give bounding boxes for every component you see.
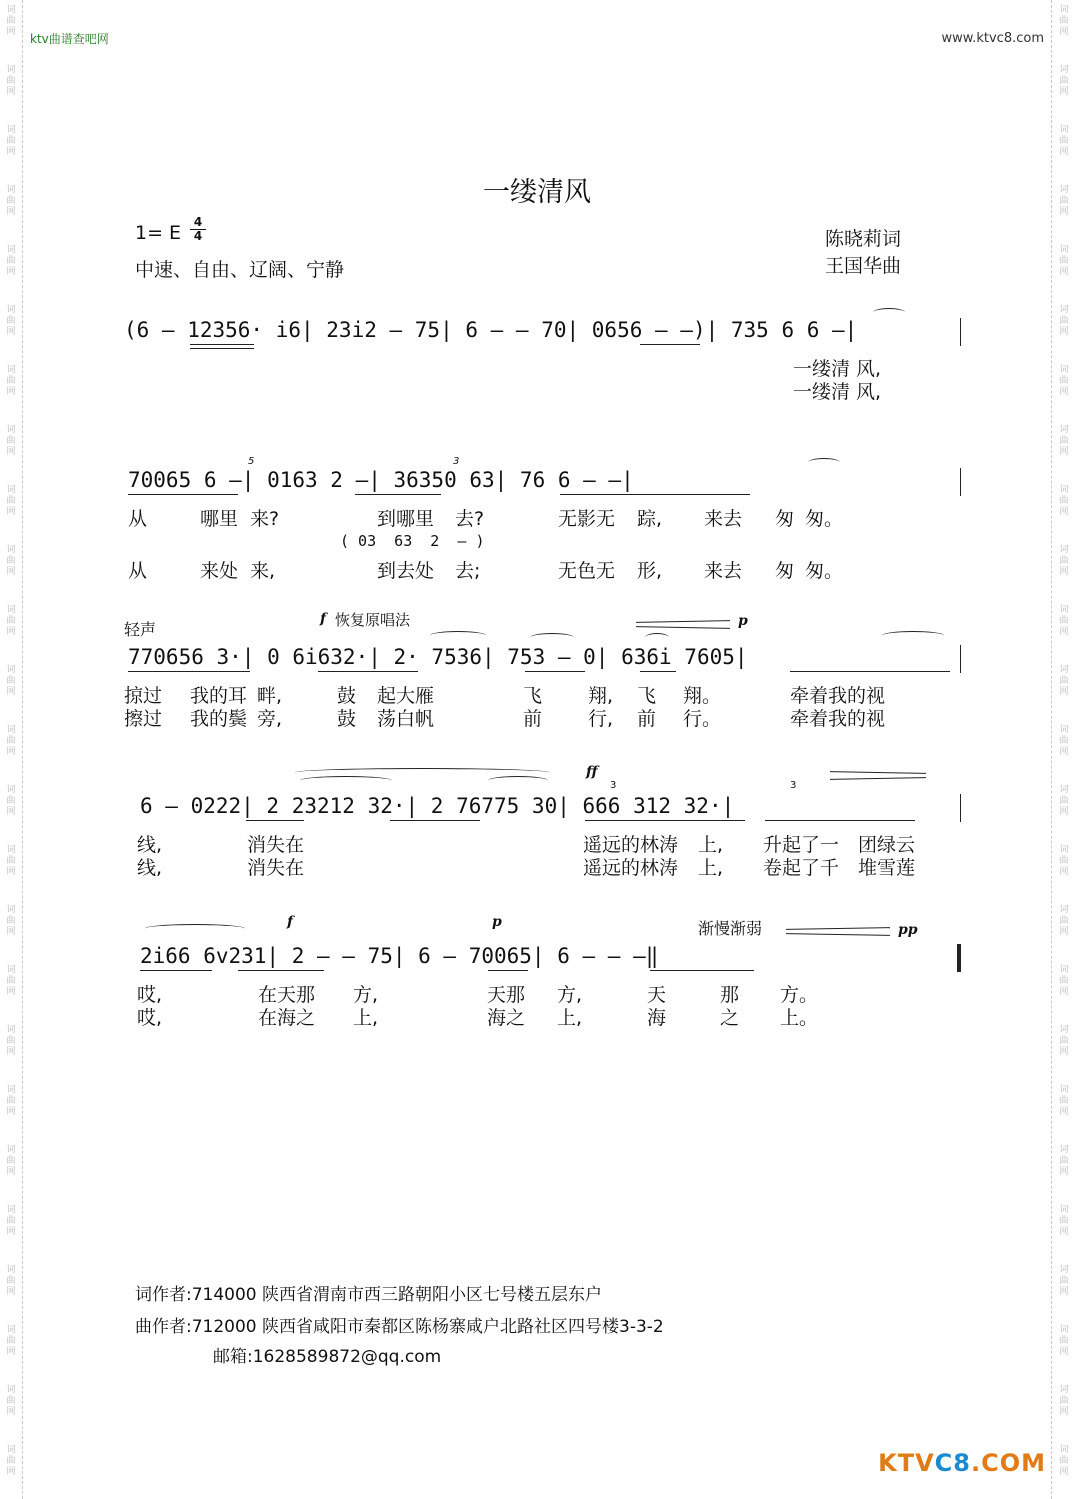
dynamic-forte: f	[287, 914, 294, 930]
barline	[960, 645, 961, 673]
decrescendo-hairpin	[636, 620, 730, 623]
side-watermark-text: 词 曲 网	[1059, 965, 1069, 997]
lyric-word: 飞	[637, 685, 657, 707]
lyric-word: 掠过	[124, 685, 163, 707]
lyric-word: 哎,	[137, 1007, 163, 1029]
beam-line	[140, 970, 212, 971]
side-watermark-text: 词 曲 网	[6, 1085, 16, 1117]
lyric-word: 来?	[250, 508, 280, 530]
lyric-word: 上,	[698, 857, 724, 879]
logo-text-part: .COM	[970, 1449, 1046, 1477]
lyric-word: 消失在	[247, 857, 305, 879]
lyric-word: 方。	[780, 984, 819, 1006]
barline	[960, 318, 961, 346]
beam-line	[560, 494, 750, 495]
grace-note: 3	[453, 456, 460, 467]
alternate-notation: ( 03 63 2 – )	[340, 532, 485, 550]
lyric-word: 前	[637, 708, 657, 730]
lyric-word: 从	[128, 560, 148, 582]
side-watermark-text: 词 曲 网	[6, 1025, 16, 1057]
final-barline	[957, 944, 961, 972]
lyric-word: 团绿云	[858, 834, 916, 856]
side-watermark-text: 词 曲 网	[1059, 845, 1069, 877]
lyric-word: 哎,	[137, 984, 163, 1006]
beam-line	[190, 348, 254, 349]
lyric-word: 到哪里	[377, 508, 435, 530]
lyric-word: 天那	[487, 984, 526, 1006]
lyric-word: 堆雪莲	[858, 857, 916, 879]
notation-line: 770656 3·| 0 6i632·| 2· 7536| 753 – 0| 636i 7605|	[128, 645, 748, 669]
side-watermark-text: 词 曲 网	[6, 725, 16, 757]
lyric-word: 遥远的林涛	[583, 834, 679, 856]
lyric-word: 我的耳	[190, 685, 248, 707]
tempo-marking: 中速、自由、辽阔、宁静	[135, 259, 345, 281]
slur	[488, 776, 548, 785]
side-watermark-text: 词 曲 网	[1059, 485, 1069, 517]
lyric-word: 无影无	[558, 508, 616, 530]
side-watermark-text: 词 曲 网	[6, 965, 16, 997]
decrescendo-hairpin	[786, 927, 890, 930]
grace-note: 5	[248, 456, 255, 467]
lyric-word: 起大雁	[377, 685, 435, 707]
lyric-word: 升起了一	[763, 834, 840, 856]
lyric-word: 荡白帆	[377, 708, 435, 730]
lyric-word: 到去处	[377, 560, 435, 582]
top-right-site-url: www.ktvc8.com	[941, 31, 1044, 46]
side-watermark-text: 词 曲 网	[6, 1385, 16, 1417]
lyric-word: 在海之	[258, 1007, 316, 1029]
side-watermark-text: 词 曲 网	[1059, 725, 1069, 757]
lyric-word: 鼓	[337, 708, 357, 730]
side-watermark-text: 词 曲 网	[6, 305, 16, 337]
lyric-word: 匆。	[805, 560, 844, 582]
lyric-word: 来处	[200, 560, 239, 582]
lyricist-credit: 陈晓莉词	[825, 228, 902, 250]
side-watermark-text: 词 曲 网	[1059, 1445, 1069, 1477]
lyric-word: 鼓	[337, 685, 357, 707]
side-watermark-text: 词 曲 网	[6, 185, 16, 217]
logo-text-part: KTV	[878, 1449, 935, 1477]
notation-line: 2i66 6v231| 2 – – 75| 6 – 70065| 6 – – –‖	[140, 944, 659, 968]
beam-line	[488, 970, 528, 971]
restore-singing-marking: 恢复原唱法	[335, 611, 411, 629]
barline	[960, 468, 961, 496]
lyric-verse-2: 一缕清 风,	[793, 381, 882, 403]
side-watermark-text: 词 曲 网	[1059, 665, 1069, 697]
time-signature	[190, 216, 206, 243]
site-logo	[878, 1449, 1046, 1477]
beam-line	[765, 820, 915, 821]
side-watermark-text: 词 曲 网	[1059, 425, 1069, 457]
side-watermark-text: 词 曲 网	[6, 1325, 16, 1357]
side-watermark-text: 词 曲 网	[6, 605, 16, 637]
side-watermark-text: 词 曲 网	[1059, 605, 1069, 637]
logo-text-part: C8	[934, 1449, 971, 1477]
side-watermark-text: 词 曲 网	[6, 1445, 16, 1477]
slur	[530, 633, 574, 642]
side-watermark-text: 词 曲 网	[1059, 1025, 1069, 1057]
beam-line	[238, 970, 324, 971]
lyric-word: 匆。	[805, 508, 844, 530]
left-watermark-strip	[0, 0, 23, 1499]
beam-line	[525, 671, 585, 672]
beam-line	[190, 344, 254, 345]
lyric-word: 旁,	[257, 708, 283, 730]
dynamic-forte: f	[320, 611, 327, 627]
lyric-word: 来去	[704, 560, 743, 582]
slur	[145, 924, 245, 933]
slur	[430, 631, 486, 640]
lyric-word: 行。	[683, 708, 722, 730]
side-watermark-text: 词 曲 网	[1059, 1385, 1069, 1417]
side-watermark-text: 词 曲 网	[6, 665, 16, 697]
notation-line: 6 – 0222| 2 23212 32·| 2 76775 30| 666 312 32·|	[140, 794, 735, 818]
lyric-word: 畔,	[257, 685, 283, 707]
lyricist-address: 词作者:714000 陕西省渭南市西三路朝阳小区七号楼五层东户	[135, 1285, 603, 1305]
beam-line	[790, 671, 950, 672]
side-watermark-text: 词 曲 网	[6, 545, 16, 577]
lyric-word: 哪里	[200, 508, 239, 530]
side-watermark-text: 词 曲 网	[6, 5, 16, 37]
side-watermark-text: 词 曲 网	[6, 425, 16, 457]
composer-credit: 王国华曲	[825, 255, 902, 277]
lyric-word: 上。	[780, 1007, 819, 1029]
lyric-word: 那	[720, 984, 740, 1006]
slur	[645, 633, 669, 642]
beam-line	[390, 820, 480, 821]
lyric-word: 我的鬓	[190, 708, 248, 730]
beam-line	[640, 671, 676, 672]
beam-line	[128, 494, 238, 495]
side-watermark-text: 词 曲 网	[6, 245, 16, 277]
key-signature: 1= E	[135, 222, 182, 244]
side-watermark-text: 词 曲 网	[6, 1265, 16, 1297]
side-watermark-text: 词 曲 网	[1059, 1085, 1069, 1117]
slur	[300, 776, 392, 785]
side-watermark-text: 词 曲 网	[6, 845, 16, 877]
soft-voice-marking: 轻声	[124, 620, 157, 639]
side-watermark-text: 词 曲 网	[1059, 305, 1069, 337]
lyric-word: 线,	[137, 857, 163, 879]
side-watermark-text: 词 曲 网	[6, 785, 16, 817]
beam-line	[585, 820, 745, 821]
lyric-word: 擦过	[124, 708, 163, 730]
lyric-word: 海	[647, 1007, 667, 1029]
decrescendo-hairpin	[786, 933, 890, 936]
contact-email: 邮箱:1628589872@qq.com	[213, 1347, 442, 1367]
dynamic-pianissimo: pp	[898, 922, 918, 938]
lyric-word: 在天那	[258, 984, 316, 1006]
side-watermark-text: 词 曲 网	[1059, 365, 1069, 397]
ritardando-marking: 渐慢渐弱	[698, 919, 763, 938]
composer-address: 曲作者:712000 陕西省咸阳市秦都区陈杨寨咸户北路社区四号楼3-3-2	[135, 1317, 664, 1337]
lyric-word: 方,	[353, 984, 379, 1006]
side-watermark-text: 词 曲 网	[1059, 5, 1069, 37]
side-watermark-text: 词 曲 网	[6, 65, 16, 97]
side-watermark-text: 词 曲 网	[6, 485, 16, 517]
lyric-word: 天	[647, 984, 667, 1006]
lyric-word: 去?	[455, 508, 485, 530]
lyric-word: 形,	[637, 560, 663, 582]
decrescendo-hairpin	[636, 626, 730, 629]
lyric-word: 海之	[487, 1007, 526, 1029]
lyric-word: 去;	[455, 560, 481, 582]
top-left-site-label: ktv曲谱查吧网	[30, 32, 109, 46]
dynamic-piano: p	[738, 613, 748, 629]
side-watermark-text: 词 曲 网	[1059, 545, 1069, 577]
lyric-word: 翔,	[588, 685, 614, 707]
lyric-word: 上,	[353, 1007, 379, 1029]
slur	[873, 308, 905, 317]
beam-line	[650, 970, 754, 971]
time-signature-top: 4	[193, 215, 203, 229]
song-title: 一缕清风	[483, 177, 591, 208]
time-signature-bottom: 4	[190, 229, 206, 243]
beam-line	[318, 671, 418, 672]
lyric-word: 飞	[523, 685, 543, 707]
lyric-word: 行,	[588, 708, 614, 730]
lyric-word: 上,	[698, 834, 724, 856]
lyric-word: 从	[128, 508, 148, 530]
beam-line	[640, 344, 700, 345]
lyric-word: 来去	[704, 508, 743, 530]
slur	[808, 458, 840, 467]
lyric-verse-1: 一缕清 风,	[793, 358, 882, 380]
triplet-mark: 3	[610, 780, 617, 791]
lyric-word: 方,	[557, 984, 583, 1006]
beam-line	[355, 494, 441, 495]
lyric-word: 牵着我的视	[790, 685, 886, 707]
lyric-word: 无色无	[558, 560, 616, 582]
side-watermark-text: 词 曲 网	[1059, 125, 1069, 157]
side-watermark-text: 词 曲 网	[6, 905, 16, 937]
side-watermark-text: 词 曲 网	[1059, 245, 1069, 277]
side-watermark-text: 词 曲 网	[6, 365, 16, 397]
dynamic-piano: p	[492, 914, 502, 930]
side-watermark-text: 词 曲 网	[6, 125, 16, 157]
triplet-mark: 3	[790, 780, 797, 791]
slur	[882, 631, 944, 640]
side-watermark-text: 词 曲 网	[1059, 1325, 1069, 1357]
crescendo-hairpin	[830, 771, 926, 774]
lyric-word: 之	[720, 1007, 740, 1029]
side-watermark-text: 词 曲 网	[1059, 1265, 1069, 1297]
lyric-word: 匆	[775, 508, 795, 530]
barline	[960, 794, 961, 822]
beam-line	[128, 671, 250, 672]
lyric-word: 匆	[775, 560, 795, 582]
side-watermark-text: 词 曲 网	[6, 1145, 16, 1177]
side-watermark-text: 词 曲 网	[1059, 65, 1069, 97]
crescendo-hairpin	[830, 777, 926, 780]
right-watermark-strip	[1051, 0, 1074, 1499]
lyric-word: 翔。	[683, 685, 722, 707]
side-watermark-text: 词 曲 网	[1059, 1145, 1069, 1177]
side-watermark-text: 词 曲 网	[1059, 185, 1069, 217]
lyric-word: 上,	[557, 1007, 583, 1029]
notation-line: (6 – 12356· i6| 23i2 – 75| 6 – – 70| 0656 – –)| 735 6 6 –|	[124, 318, 858, 342]
lyric-word: 踪,	[637, 508, 663, 530]
side-watermark-text: 词 曲 网	[6, 1205, 16, 1237]
beam-line	[246, 820, 304, 821]
lyric-word: 卷起了千	[763, 857, 840, 879]
dynamic-fortissimo: ff	[586, 764, 598, 780]
side-watermark-text: 词 曲 网	[1059, 1205, 1069, 1237]
lyric-word: 来,	[250, 560, 276, 582]
lyric-word: 线,	[137, 834, 163, 856]
lyric-word: 牵着我的视	[790, 708, 886, 730]
notation-line: 70065 6 –| 0163 2 –| 36350 63| 76 6 – –|	[128, 468, 634, 492]
lyric-word: 遥远的林涛	[583, 857, 679, 879]
lyric-word: 前	[523, 708, 543, 730]
lyric-word: 消失在	[247, 834, 305, 856]
side-watermark-text: 词 曲 网	[1059, 785, 1069, 817]
side-watermark-text: 词 曲 网	[1059, 905, 1069, 937]
